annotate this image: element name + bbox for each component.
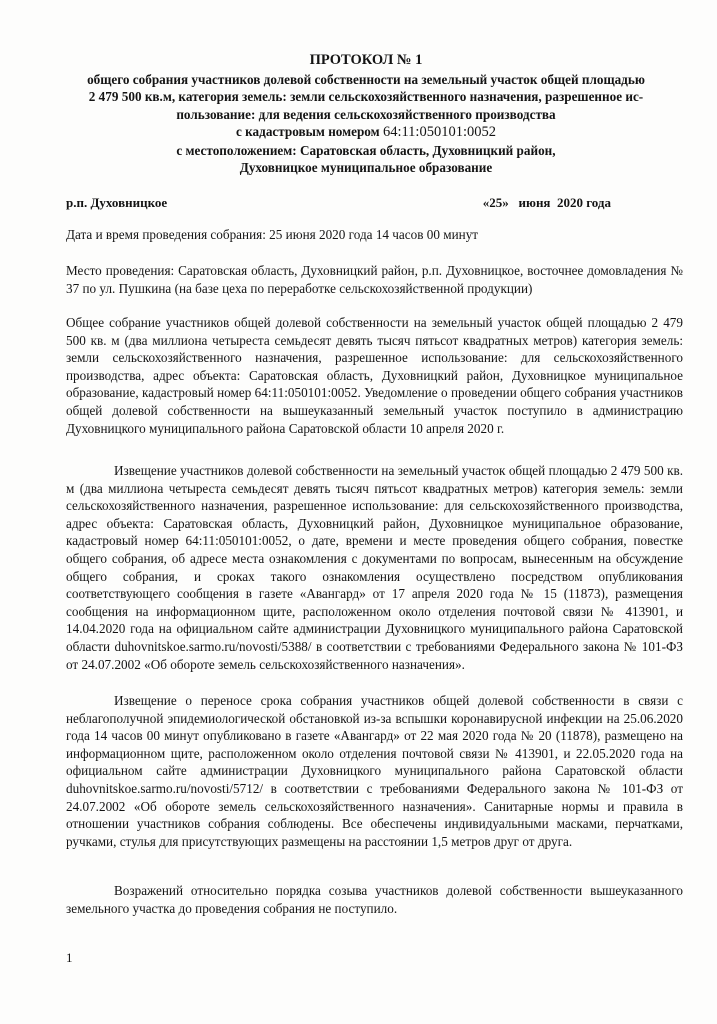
protocol-header bbox=[66, 52, 666, 177]
meeting-place: р.п. Духовницкое bbox=[66, 195, 168, 210]
cadastral-line bbox=[66, 123, 666, 142]
header-line: 2 479 500 кв.м, категория земель: земли сельскохозяйственного назначения, разрешенное ис- bbox=[88, 89, 644, 104]
paragraph-venue: Место проведения: Саратовская область, Духовницкий район, р.п. Духовницкое, восточнее домовладения № 37 по ул. Пушкина (на базе цеха по переработке сельскохозяйственной продукции) bbox=[66, 263, 683, 296]
paragraph-general: Общее собрание участников общей долевой собственности на земельный участок общей площадью 2 479 500 кв. м (два миллиона четыреста семьдесят девять тысяч пятьсот квадратных метров) категория земель: земли сельскохозяйственного назначения, разрешенное использование: для сельскохозяйственного производства, адрес объекта: Саратовская область, Духовницкий район, Духовницкое муниципальное образование, кадастровый номер 64:11:050101:0052. Уведомление о проведении общего собрания участников общей долевой собственности на вышеуказанный земельный участок поступило в администрацию Духовницкого муниципального района Саратовской области 10 апреля 2020 г. bbox=[66, 315, 683, 436]
cadastral-number: 64:11:050101:0052 bbox=[382, 124, 496, 140]
header-line: пользование: для ведения сельскохозяйственного производства bbox=[176, 106, 556, 122]
location-line: с местоположением: Саратовская область, Духовницкий район, bbox=[176, 142, 556, 158]
paragraph-datetime: Дата и время проведения собрания: 25 июня 2020 года 14 часов 00 минут bbox=[66, 227, 479, 242]
location-line: Духовницкое муниципальное образование bbox=[239, 160, 493, 175]
header-line: общего собрания участников долевой собственности на земельный участок общей площадью bbox=[87, 71, 645, 87]
protocol-title: ПРОТОКОЛ № 1 bbox=[309, 52, 423, 68]
paragraph-notice: Извещение участников долевой собственности на земельный участок общей площадью 2 479 500 кв. м (два миллиона четыреста семьдесят девять тысяч пятьсот квадратных метров) категория земель: земли сельскохозяйственного назначения, разрешенное использование: для сельскохозяйственного производства, адрес объекта: Саратовская область, Духовницкий район, Духовницкое муниципальное образование, кадастровый номер 64:11:050101:0052, о дате, времени и месте проведения общего собрания, повестке общего собрания, об адресе места ознакомления с документами по вопросам, вынесенным на обсуждение общего собрания, и сроках такого ознакомления осуществлено посредством опубликования соответствующего сообщения в газете «Авангард» от 17 апреля 2020 года № 15 (11873), размещения сообщения на информационном щите, расположенном около отделения почтовой связи № 413901, и 14.04.2020 года на официальном сайте администрации Духовницкого муниципального района Саратовской области duhovnitskoe.sarmo.ru/novosti/5388/ в соответствии с требованиями Федерального закона № 101-ФЗ от 24.07.2002 «Об обороте земель сельскохозяйственного назначения». bbox=[66, 463, 683, 672]
meeting-date: «25» июня 2020 года bbox=[482, 195, 611, 210]
paragraph-postpone: Извещение о переносе срока собрания участников общей долевой собственности в связи с неблагополучной эпидемиологической обстановкой из-за вспышки коронавирусной инфекции на 25.06.2020 года 14 часов 00 минут опубликовано в газете «Авангард» от 22 мая 2020 года № 20 (11878), размещено на информационном щите, расположенном около отделения почтовой связи № 413901, и 22.05.2020 года на официальном сайте администрации Духовницкого муниципального района Саратовской области duhovnitskoe.sarmo.ru/novosti/5712/ в соответствии с требованиями Федерального закона № 101-ФЗ от 24.07.2002 «Об обороте земель сельскохозяйственного назначения». Санитарные нормы и правила в отношении участников собрания соблюдены. Все обеспечены индивидуальными масками, перчатками, ручками, стулья для присутствующих размещены на расстоянии 1,5 метров друг от друга. bbox=[66, 693, 683, 849]
paragraph-objections: Возражений относительно порядка созыва участников долевой собственности вышеуказанного земельного участка до проведения собрания не поступило. bbox=[66, 883, 683, 916]
cadastral-prefix: с кадастровым номером bbox=[236, 124, 380, 139]
page-number: 1 bbox=[66, 950, 73, 965]
